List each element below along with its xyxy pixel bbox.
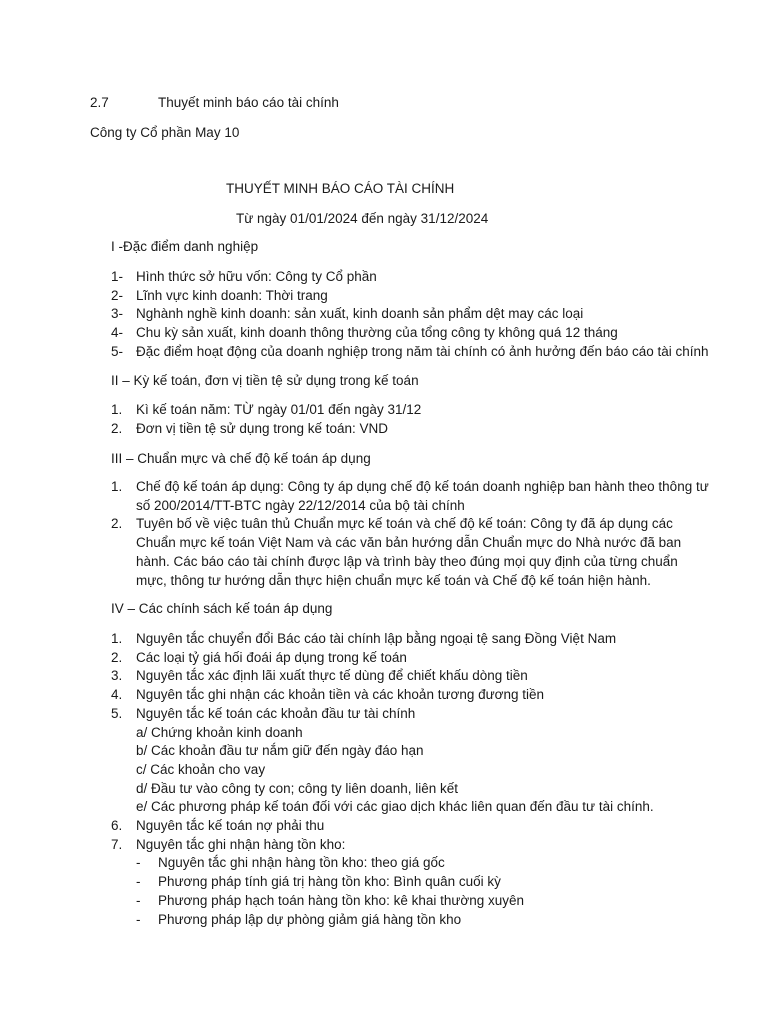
list-item-text: Tuyên bố về việc tuân thủ Chuẩn mực kế toán và chế độ kế toán: Công ty đã áp dụng các Chuẩn mực kế toán Việt Nam và các văn bản hướng dẫn Chuẩn mực do Nhà nước đã ban hành. Các báo cáo tài chính được lập và trình bày theo đúng mọi quy định của từng chuẩn mực, thông tư hướng dẫn thực hiện chuẩn mực kế toán và Chế độ kế toán hiện hành.: [136, 516, 682, 588]
list-item: [111, 478, 711, 515]
list-item-text: Nguyên tắc xác định lãi xuất thực tế dùng để chiết khấu dòng tiền: [136, 668, 528, 684]
dash-marker: -: [136, 874, 141, 890]
list-marker: 4-: [111, 325, 124, 341]
sub-item: d/ Đầu tư vào công ty con; công ty liên doanh, liên kết: [136, 780, 458, 796]
dash-item-text: Phương pháp lập dự phòng giảm giá hàng tồn kho: [158, 911, 462, 927]
sub-item: a/ Chứng khoản kinh doanh: [136, 724, 303, 740]
list-item: [111, 305, 711, 324]
sub-item: c/ Các khoản cho vay: [136, 761, 266, 777]
list-marker: 1.: [111, 402, 123, 417]
list-item-text: Lĩnh vực kinh doanh: Thời trang: [136, 287, 328, 303]
list-item: [111, 649, 711, 668]
list-marker: 5-: [111, 343, 124, 359]
part4-list: [111, 630, 711, 929]
list-item-text: Chế độ kế toán áp dụng: Công ty áp dụng chế độ kế toán doanh nghiệp ban hành theo thông tư số 200/2014/TT-BTC ngày 22/12/2014 của bộ tài chính: [136, 479, 709, 513]
list-item: [111, 287, 711, 306]
list-item: [111, 343, 711, 362]
dash-marker: -: [136, 911, 141, 927]
list-marker: 2.: [111, 516, 123, 532]
sub-item: b/ Các khoản đầu tư nắm giữ đến ngày đáo hạn: [136, 743, 424, 759]
list-marker: 3-: [111, 306, 124, 322]
list-item-text: Các loại tỷ giá hối đoái áp dụng trong kế toán: [136, 649, 407, 665]
list-item: [111, 268, 711, 287]
dash-item: [136, 892, 711, 911]
list-item: [111, 686, 711, 705]
part1-heading: I -Đặc điểm danh nghiệp: [111, 239, 259, 254]
list-item-text: Nguyên tắc kế toán các khoản đầu tư tài chính: [136, 705, 416, 721]
list-marker: 2.: [111, 420, 123, 436]
list-item: [111, 401, 711, 420]
list-item: [111, 630, 711, 649]
document-title: THUYẾT MINH BÁO CÁO TÀI CHÍNH: [226, 181, 455, 196]
list-item-text: Nguyên tắc ghi nhận các khoản tiền và các khoản tương đương tiền: [136, 687, 545, 703]
list-item: [111, 836, 711, 930]
list-marker: 5.: [111, 705, 123, 721]
part3-list: [111, 478, 711, 590]
list-marker: 6.: [111, 818, 123, 834]
dash-item-text: Phương pháp hạch toán hàng tồn kho: kê khai thường xuyên: [158, 892, 525, 908]
dash-item: [136, 911, 711, 930]
list-item: [111, 667, 711, 686]
list-marker: 4.: [111, 687, 123, 703]
list-item-text: Kì kế toán năm: TỪ ngày 01/01 đến ngày 31/12: [136, 402, 422, 417]
list-marker: 1.: [111, 479, 123, 494]
list-marker: 7.: [111, 836, 123, 852]
list-item-text: Đơn vị tiền tệ sử dụng trong kế toán: VND: [136, 420, 389, 436]
dash-item-text: Phương pháp tính giá trị hàng tồn kho: Bình quân cuối kỳ: [158, 874, 501, 890]
dash-marker: -: [136, 855, 141, 871]
list-item: [111, 324, 711, 343]
part1-list: [111, 268, 711, 362]
part4-heading: IV – Các chính sách kế toán áp dụng: [111, 601, 333, 616]
sub-item: e/ Các phương pháp kế toán đối với các giao dịch khác liên quan đến đầu tư tài chính.: [136, 799, 654, 815]
section-number: 2.7: [90, 95, 109, 110]
company-name: Công ty Cổ phần May 10: [90, 125, 240, 140]
list-item-text: Chu kỳ sản xuất, kinh doanh thông thường của tổng công ty không quá 12 tháng: [136, 325, 618, 341]
list-item: [111, 515, 711, 590]
list-marker: 2.: [111, 649, 123, 665]
part3-heading: III – Chuẩn mực và chế độ kế toán áp dụng: [111, 451, 371, 466]
list-item-text: Nguyên tắc chuyển đổi Bác cáo tài chính lập bằng ngoại tệ sang Đồng Việt Nam: [136, 631, 617, 646]
list-marker: 1-: [111, 269, 124, 284]
dash-item-text: Nguyên tắc ghi nhận hàng tồn kho: theo giá gốc: [158, 855, 445, 871]
part2-list: [111, 401, 711, 438]
dash-item: [136, 854, 711, 873]
document-period: Từ ngày 01/01/2024 đến ngày 31/12/2024: [236, 211, 489, 226]
list-item-text: Nguyên tắc kế toán nợ phải thu: [136, 818, 325, 834]
list-item: [111, 420, 711, 439]
list-item: [111, 705, 711, 817]
list-item-text: Nghành nghề kinh doanh: sản xuất, kinh doanh sản phẩm dệt may các loại: [136, 306, 584, 322]
list-marker: 2-: [111, 287, 124, 303]
list-item-text: Nguyên tắc ghi nhận hàng tồn kho:: [136, 836, 346, 852]
list-marker: 1.: [111, 631, 123, 646]
list-item-text: Hình thức sở hữu vốn: Công ty Cổ phần: [136, 269, 377, 284]
section-title: Thuyết minh báo cáo tài chính: [158, 95, 339, 110]
list-item-text: Đặc điểm hoạt động của doanh nghiệp trong năm tài chính có ảnh hưởng đến báo cáo tài chính: [136, 343, 709, 359]
part2-heading: II – Kỳ kế toán, đơn vị tiền tệ sử dụng trong kế toán: [111, 373, 419, 388]
dash-marker: -: [136, 892, 141, 908]
dash-item: [136, 873, 711, 892]
list-item: [111, 817, 711, 836]
list-marker: 3.: [111, 668, 123, 684]
